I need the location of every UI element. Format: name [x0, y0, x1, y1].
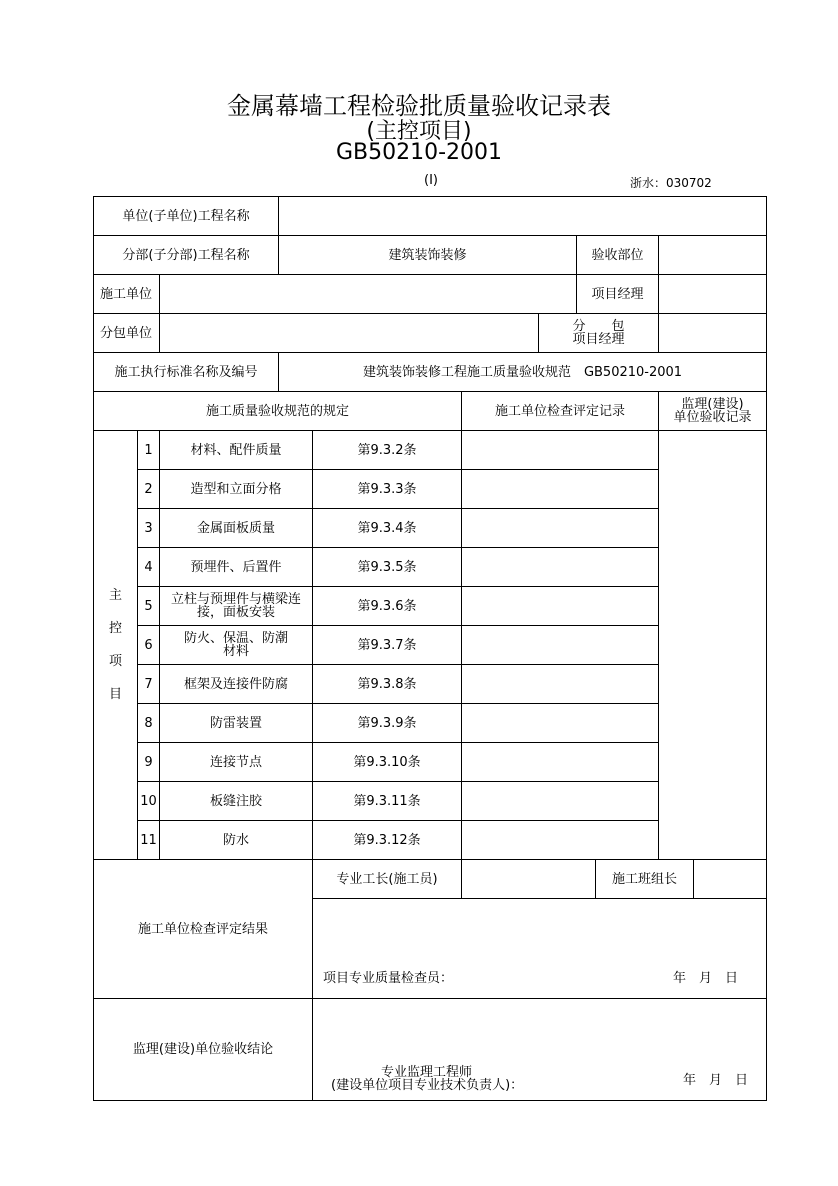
item-check-record[interactable] — [461, 508, 659, 548]
inspector-label: 项目专业质量检查员： — [323, 971, 454, 986]
unit-project-label: 单位(子单位)工程名称 — [93, 196, 279, 236]
engineer-label-2: (建设单位项目专业技术负责人)： — [331, 1078, 524, 1093]
project-manager-field[interactable] — [658, 274, 767, 314]
form-subtitle: (主控项目) — [366, 119, 472, 144]
item-name-line: 造型和立面分格 — [190, 481, 282, 497]
item-number: 9 — [137, 742, 160, 782]
construction-unit-label: 施工单位 — [93, 274, 160, 314]
section-label — [93, 430, 138, 860]
item-clause: 第9.3.6条 — [312, 586, 462, 626]
subcontract-pm-field[interactable] — [658, 313, 767, 353]
item-number: 2 — [137, 469, 160, 509]
foreman-field[interactable] — [461, 859, 596, 899]
item-check-record[interactable] — [461, 703, 659, 743]
item-name — [159, 625, 313, 665]
date-label: 年 月 日 — [673, 971, 739, 986]
subcontract-unit-label: 分包单位 — [93, 313, 160, 353]
item-number: 8 — [137, 703, 160, 743]
form-title: 金属幕墙工程检验批质量验收记录表 — [227, 92, 611, 120]
subcontract-pm-label-1: 分 包 — [572, 319, 625, 334]
construction-unit-field[interactable] — [159, 274, 577, 314]
acceptance-part-label: 验收部位 — [576, 235, 659, 275]
item-name — [159, 547, 313, 587]
acceptance-part-field[interactable] — [658, 235, 767, 275]
item-name-line: 框架及连接件防腐 — [183, 676, 288, 692]
section-char: 项 — [108, 654, 122, 669]
item-number: 3 — [137, 508, 160, 548]
supervision-conclusion-field[interactable] — [312, 998, 767, 1101]
subcontract-unit-field[interactable] — [159, 313, 539, 353]
check-record-label: 施工单位检查评定记录 — [461, 391, 659, 431]
item-name-line: 接，面板安装 — [196, 605, 275, 620]
item-name — [159, 664, 313, 704]
item-clause: 第9.3.3条 — [312, 469, 462, 509]
supervision-record-label — [658, 391, 767, 431]
item-name-line: 材料 — [222, 644, 249, 659]
item-number: 6 — [137, 625, 160, 665]
item-clause: 第9.3.7条 — [312, 625, 462, 665]
section-char: 主 — [108, 588, 122, 603]
date-label-2: 年 月 日 — [683, 1073, 749, 1088]
item-check-record[interactable] — [461, 430, 659, 470]
form-mark: (Ⅰ) — [424, 173, 438, 188]
item-number: 5 — [137, 586, 160, 626]
item-clause: 第9.3.12条 — [312, 820, 462, 860]
item-check-record[interactable] — [461, 547, 659, 587]
construction-result-label: 施工单位检查评定结果 — [93, 859, 313, 999]
item-check-record[interactable] — [461, 781, 659, 821]
item-name-line: 防水 — [222, 832, 249, 848]
item-name-line: 板缝注胶 — [209, 793, 262, 809]
item-name — [159, 820, 313, 860]
foreman-label: 专业工长(施工员) — [312, 859, 462, 899]
section-char: 控 — [108, 621, 122, 636]
item-clause: 第9.3.10条 — [312, 742, 462, 782]
engineer-label-1: 专业监理工程师 — [381, 1065, 473, 1080]
supervision-label-2: 单位验收记录 — [673, 410, 752, 425]
item-name-line: 连接节点 — [209, 754, 262, 770]
item-number: 11 — [137, 820, 160, 860]
item-number: 4 — [137, 547, 160, 587]
standard-code: GB50210-2001 — [335, 140, 503, 165]
item-name — [159, 586, 313, 626]
item-name-line: 材料、配件质量 — [190, 442, 282, 458]
unit-project-field[interactable] — [278, 196, 767, 236]
item-clause: 第9.3.5条 — [312, 547, 462, 587]
standard-value[interactable]: 建筑装饰装修工程施工质量验收规范 GB50210-2001 — [278, 352, 767, 392]
item-clause: 第9.3.2条 — [312, 430, 462, 470]
item-name — [159, 508, 313, 548]
item-check-record[interactable] — [461, 664, 659, 704]
item-check-record[interactable] — [461, 469, 659, 509]
item-name-line: 金属面板质量 — [196, 520, 275, 536]
team-leader-field[interactable] — [693, 859, 767, 899]
item-number: 1 — [137, 430, 160, 470]
item-check-record[interactable] — [461, 586, 659, 626]
section-char: 目 — [108, 687, 122, 702]
form-number: 浙水：030702 — [630, 176, 712, 190]
item-clause: 第9.3.11条 — [312, 781, 462, 821]
standard-label: 施工执行标准名称及编号 — [93, 352, 279, 392]
item-check-record[interactable] — [461, 820, 659, 860]
construction-result-field[interactable] — [312, 898, 767, 999]
item-name — [159, 781, 313, 821]
item-clause: 第9.3.4条 — [312, 508, 462, 548]
subcontract-pm-label — [538, 313, 659, 353]
item-clause: 第9.3.9条 — [312, 703, 462, 743]
supervision-record-field[interactable] — [658, 430, 767, 860]
item-name-line: 防火、保温、防潮 — [183, 631, 288, 646]
item-check-record[interactable] — [461, 742, 659, 782]
item-name-line: 防雷装置 — [209, 715, 262, 731]
item-number: 10 — [137, 781, 160, 821]
supervision-label-1: 监理(建设) — [681, 397, 744, 412]
item-number: 7 — [137, 664, 160, 704]
item-name — [159, 742, 313, 782]
supervision-conclusion-label: 监理(建设)单位验收结论 — [93, 998, 313, 1101]
project-manager-label: 项目经理 — [576, 274, 659, 314]
item-name — [159, 703, 313, 743]
division-value[interactable]: 建筑装饰装修 — [278, 235, 577, 275]
item-name-line: 立柱与预埋件与横梁连 — [170, 592, 301, 607]
subcontract-pm-label-2: 项目经理 — [572, 332, 625, 347]
item-clause: 第9.3.8条 — [312, 664, 462, 704]
item-name-line: 预埋件、后置件 — [190, 559, 282, 575]
item-name — [159, 469, 313, 509]
item-name — [159, 430, 313, 470]
team-leader-label: 施工班组长 — [595, 859, 694, 899]
item-check-record[interactable] — [461, 625, 659, 665]
spec-label: 施工质量验收规范的规定 — [93, 391, 462, 431]
division-label: 分部(子分部)工程名称 — [93, 235, 279, 275]
